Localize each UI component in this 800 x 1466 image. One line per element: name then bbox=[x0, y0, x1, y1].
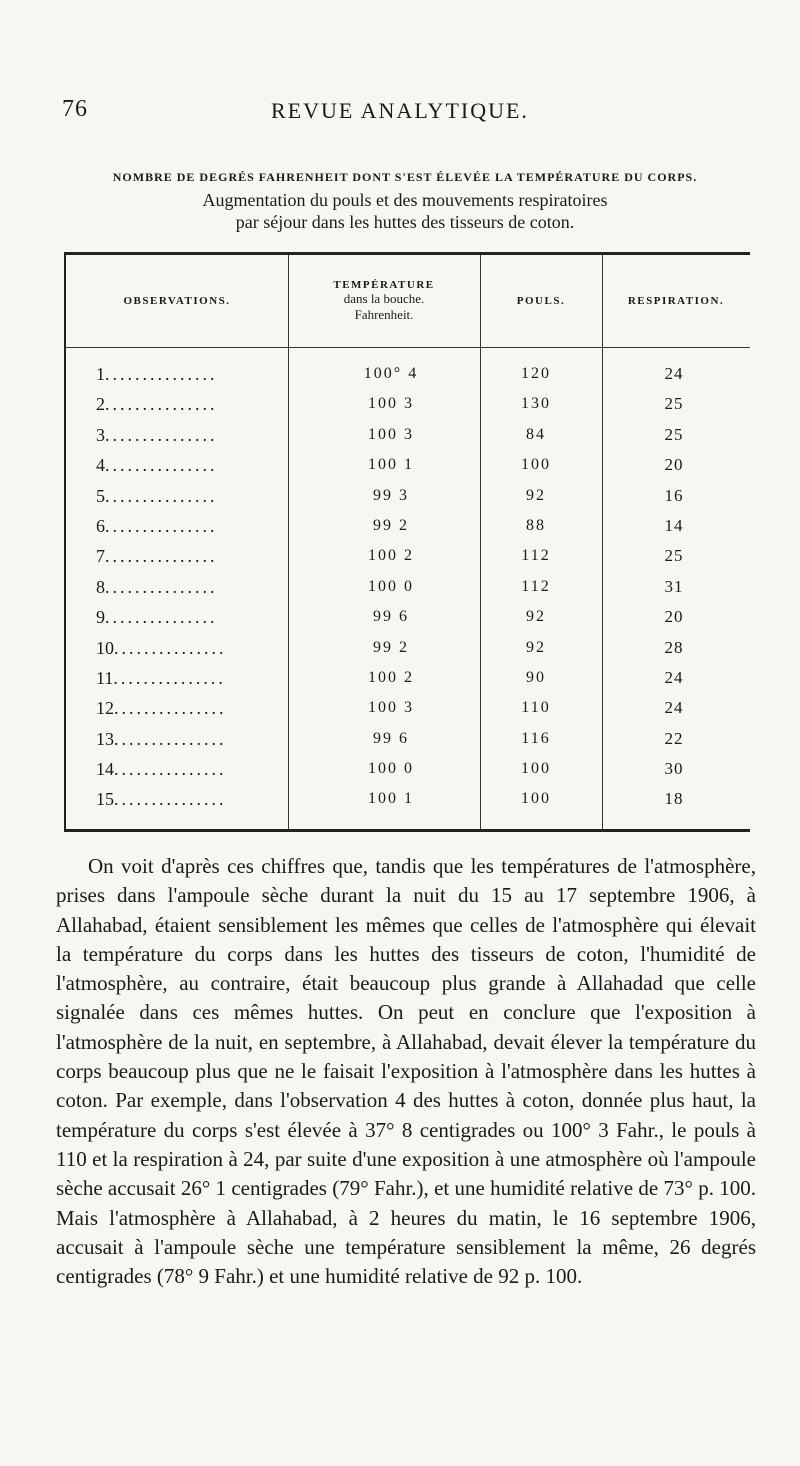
cell-observation bbox=[96, 389, 286, 419]
data-table bbox=[64, 252, 750, 832]
cell-observation bbox=[96, 359, 286, 389]
leader-dots: ............... bbox=[114, 759, 227, 780]
cell-temperature: 100 3 bbox=[368, 699, 414, 717]
cell-temperature: 100 0 bbox=[368, 760, 414, 778]
cell-temperature: 100° 4 bbox=[363, 365, 419, 382]
running-head: REVUE ANALYTIQUE. bbox=[271, 98, 529, 123]
cell-respiration: 20 bbox=[664, 455, 684, 475]
cell-observation bbox=[96, 693, 286, 723]
cell-temperature: 100 3 bbox=[368, 425, 414, 443]
cell-respiration: 22 bbox=[664, 728, 684, 748]
table-body bbox=[66, 359, 750, 815]
cell-respiration: 25 bbox=[664, 394, 684, 414]
table-row bbox=[66, 693, 750, 723]
cell-observation bbox=[96, 420, 286, 450]
cell-pouls: 112 bbox=[521, 577, 551, 595]
leader-dots: ............... bbox=[105, 364, 218, 384]
observation-number: 2 bbox=[96, 394, 105, 415]
observation-number: 11 bbox=[96, 667, 114, 688]
header-pouls bbox=[480, 255, 602, 347]
body-text bbox=[56, 852, 756, 1291]
table-row bbox=[66, 784, 750, 814]
cell-observation bbox=[96, 602, 286, 632]
cell-respiration: 14 bbox=[664, 515, 684, 535]
observation-number: 6 bbox=[96, 515, 105, 536]
table-row bbox=[66, 754, 750, 784]
caption-subtitle-line2: par séjour dans les huttes des tisseurs de coton. bbox=[235, 212, 575, 232]
cell-respiration: 16 bbox=[664, 485, 684, 505]
observation-number: 1 bbox=[96, 364, 105, 384]
table-row bbox=[66, 572, 750, 602]
leader-dots: ............... bbox=[113, 667, 226, 688]
header-rule bbox=[66, 347, 750, 348]
table-row bbox=[66, 450, 750, 480]
observation-number: 8 bbox=[96, 576, 105, 597]
cell-pouls: 92 bbox=[526, 638, 546, 656]
header-pouls-label: POULS. bbox=[516, 295, 566, 307]
leader-dots: ............... bbox=[105, 515, 218, 536]
cell-temperature: 100 3 bbox=[368, 395, 414, 413]
leader-dots: ............... bbox=[114, 789, 227, 810]
cell-pouls: 84 bbox=[526, 425, 546, 443]
leader-dots: ............... bbox=[105, 424, 218, 445]
header-observations bbox=[66, 255, 288, 347]
cell-observation bbox=[96, 633, 286, 663]
page-number: 76 bbox=[62, 96, 88, 122]
cell-pouls: 116 bbox=[521, 729, 551, 747]
leader-dots: ............... bbox=[114, 728, 227, 749]
cell-pouls: 112 bbox=[521, 547, 551, 565]
cell-observation bbox=[96, 511, 286, 541]
cell-observation bbox=[96, 572, 286, 602]
cell-observation bbox=[96, 541, 286, 571]
cell-respiration: 18 bbox=[664, 789, 684, 809]
observation-number: 15 bbox=[96, 789, 114, 810]
cell-observation bbox=[96, 663, 286, 693]
cell-pouls: 100 bbox=[521, 790, 551, 808]
table-row bbox=[66, 511, 750, 541]
table-row bbox=[66, 389, 750, 419]
table-row bbox=[66, 541, 750, 571]
leader-dots: ............... bbox=[105, 455, 218, 476]
leader-dots: ............... bbox=[105, 546, 218, 567]
cell-pouls: 130 bbox=[521, 395, 551, 413]
cell-temperature: 100 2 bbox=[368, 668, 414, 686]
table-row bbox=[66, 724, 750, 754]
cell-respiration: 25 bbox=[664, 546, 684, 566]
cell-respiration: 24 bbox=[664, 364, 684, 383]
cell-pouls: 100 bbox=[521, 456, 551, 474]
observation-number: 14 bbox=[96, 759, 114, 780]
leader-dots: ............... bbox=[105, 576, 218, 597]
observation-number: 3 bbox=[96, 424, 105, 445]
leader-dots: ............... bbox=[105, 485, 218, 506]
header-temperature bbox=[288, 255, 480, 347]
cell-observation bbox=[96, 784, 286, 814]
cell-observation bbox=[96, 450, 286, 480]
table-row bbox=[66, 481, 750, 511]
caption-subtitle-line1: Augmentation du pouls et des mouvements respiratoires bbox=[202, 190, 608, 210]
table-caption bbox=[60, 170, 750, 233]
observation-number: 12 bbox=[96, 698, 114, 719]
cell-temperature: 100 1 bbox=[368, 790, 414, 808]
table-row bbox=[66, 602, 750, 632]
observation-number: 7 bbox=[96, 546, 105, 567]
cell-pouls: 92 bbox=[526, 608, 546, 626]
cell-pouls: 100 bbox=[521, 760, 551, 778]
leader-dots: ............... bbox=[105, 394, 218, 415]
cell-observation bbox=[96, 724, 286, 754]
observation-number: 10 bbox=[96, 637, 114, 658]
cell-respiration: 31 bbox=[664, 576, 684, 596]
observation-number: 5 bbox=[96, 485, 105, 506]
cell-pouls: 88 bbox=[526, 516, 546, 534]
cell-pouls: 90 bbox=[526, 668, 546, 686]
observation-number: 9 bbox=[96, 607, 105, 628]
cell-temperature: 99 2 bbox=[373, 516, 409, 534]
table-row bbox=[66, 663, 750, 693]
cell-respiration: 30 bbox=[664, 759, 684, 779]
header-temperature-label: TEMPÉRATURE bbox=[333, 279, 435, 291]
table-row bbox=[66, 420, 750, 450]
header-temperature-sub1: dans la bouche. bbox=[343, 291, 425, 306]
leader-dots: ............... bbox=[114, 698, 227, 719]
cell-observation bbox=[96, 481, 286, 511]
cell-pouls: 110 bbox=[521, 699, 551, 717]
cell-pouls: 120 bbox=[521, 365, 551, 382]
cell-temperature: 100 1 bbox=[368, 456, 414, 474]
cell-temperature: 99 6 bbox=[373, 608, 409, 626]
leader-dots: ............... bbox=[114, 637, 227, 658]
cell-temperature: 99 6 bbox=[373, 729, 409, 747]
cell-respiration: 25 bbox=[664, 424, 684, 444]
caption-title: NOMBRE DE DEGRÉS FAHRENHEIT DONT S'EST ÉLEVÉE LA TEMPÉRATURE DU CORPS. bbox=[112, 170, 698, 184]
header-temperature-sub2: Fahrenheit. bbox=[354, 307, 414, 322]
cell-temperature: 100 2 bbox=[368, 547, 414, 565]
cell-temperature: 100 0 bbox=[368, 577, 414, 595]
cell-respiration: 24 bbox=[664, 698, 684, 718]
cell-temperature: 99 3 bbox=[373, 486, 409, 504]
leader-dots: ............... bbox=[105, 607, 218, 628]
body-paragraph: On voit d'après ces chiffres que, tandis que les températures de l'atmosphère, prises dans l'ampoule sèche durant la nuit du 15 au 17 septembre 1906, à Allahabad, étaient sensiblement les mêmes que celles de l'atmosphère qui élevait la température du corps dans les huttes des tisseurs de coton, l'humidité de l'atmosphère, au contraire, était beaucoup plus grande à Allahadad que celle signalée dans ces mêmes huttes. On peut en conclure que l'exposition à l'atmosphère de la nuit, en septembre, à Allahabad, devait élever la température du corps beaucoup plus que ne le faisait l'exposition à l'atmosphère dans les huttes à coton. Par exemple, dans l'observation 4 des huttes à coton, donnée plus haut, la température du corps s'est élevée à 37° 8 centigrades ou 100° 3 Fahr., le pouls à 110 et la respiration à 24, par suite d'une exposition à une atmosphère où l'ampoule sèche accusait 26° 1 centigrades (79° Fahr.), et une humidité relative de 73° p. 100. Mais l'atmosphère à Allahabad, à 2 heures du matin, le 16 septembre 1906, accusait à l'ampoule sèche une température sensiblement la même, 26 degrés centigrades (78° 9 Fahr.) et une humidité relative de 92 p. 100. bbox=[56, 854, 756, 1289]
cell-observation bbox=[96, 754, 286, 784]
cell-pouls: 92 bbox=[526, 486, 546, 504]
table-row bbox=[66, 633, 750, 663]
cell-temperature: 99 2 bbox=[373, 638, 409, 656]
observation-number: 4 bbox=[96, 455, 105, 476]
cell-respiration: 24 bbox=[664, 667, 684, 687]
cell-respiration: 20 bbox=[664, 607, 684, 627]
header-observations-label: OBSERVATIONS. bbox=[123, 295, 231, 307]
header-respiration-label: RESPIRATION. bbox=[627, 295, 725, 307]
table-row bbox=[66, 359, 750, 389]
header-respiration bbox=[602, 255, 750, 347]
observation-number: 13 bbox=[96, 728, 114, 749]
cell-respiration: 28 bbox=[664, 637, 684, 657]
